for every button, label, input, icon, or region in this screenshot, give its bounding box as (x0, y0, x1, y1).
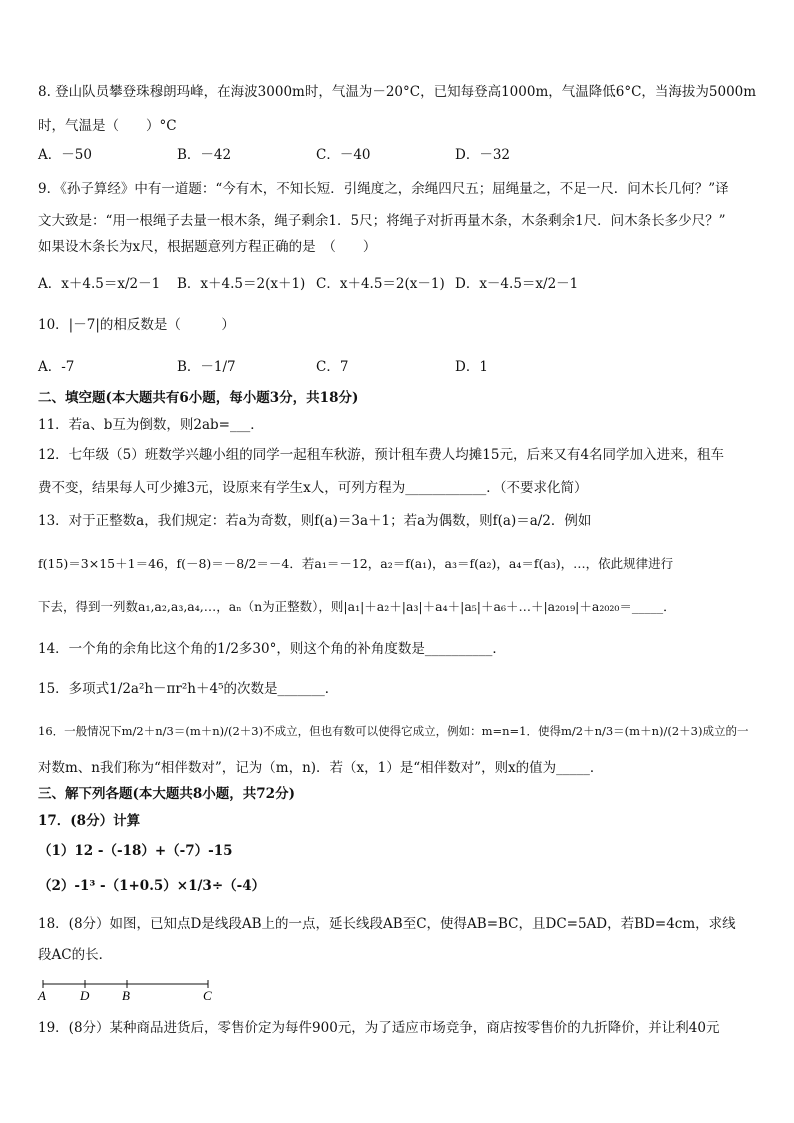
q13-line-3: 下去，得到一列数a₁,a₂,a₃,a₄,…，aₙ（n为正整数），则|a₁|＋a₂＋|a₃|＋a₄＋|a₅|＋a₆＋…＋|a₂₀₁₉|＋a₂₀₂₀＝_____． (38, 599, 676, 614)
q10-option-a: A．-7 (38, 359, 75, 375)
q8-option-c: C．－40 (316, 147, 371, 163)
q9-line-2: 文大致是：“用一根绳子去量一根木条，绳子剩余1．5尺；将绳子对折再量木条，木条剩余1尺．问木条长多少尺？” (38, 213, 726, 229)
q8-option-b: B．－42 (177, 147, 232, 163)
q8-line-1: 8. 登山队员攀登珠穆朗玛峰，在海波3000m时，气温为－20°C，已知每登高1000m，气温降低6°C，当海拔为5000m (38, 84, 757, 100)
segment-figure (30, 976, 230, 1006)
q10-line-1: 10．|－7|的相反数是（ ） (38, 317, 235, 333)
label-b: B (122, 988, 130, 1003)
q12-line-2: 费不变，结果每人可少摊3元，设原来有学生x人，可列方程为____________．（不要求化简） (38, 480, 588, 496)
q13-line-2: f(15)＝3×15＋1＝46，f(－8)＝－8/2＝－4．若a₁＝－12，a₂＝f(a₁)，a₃＝f(a₂)，a₄＝f(a₃)，…，依此规律进行 (38, 556, 674, 571)
q9-option-c: C．x＋4.5＝2(x－1) (316, 276, 445, 292)
q9-option-d: D．x－4.5＝x/2－1 (455, 276, 579, 292)
section-2-heading: 二、填空题(本大题共有6小题，每小题3分，共18分) (38, 390, 359, 406)
q10-option-c: C．7 (316, 359, 349, 375)
q8-option-a: A．－50 (38, 147, 92, 163)
q17-line: 17．(8分）计算 (38, 813, 141, 829)
q15-line: 15．多项式1/2a²h－πr²h＋4⁵的次数是_______． (38, 681, 339, 697)
q18-line-2: 段AC的长． (38, 947, 113, 963)
q9-line-3: 如果设木条长为x尺，根据题意列方程正确的是 （ ） (38, 239, 377, 255)
q11-line: 11．若a、b互为倒数，则2ab=___． (38, 417, 264, 433)
q14-line: 14．一个角的余角比这个角的1/2多30°，则这个角的补角度数是__________． (38, 641, 506, 657)
q19-line-1: 19．(8分）某种商品进货后，零售价定为每件900元，为了适应市场竞争，商店按零售价的九折降价，并让利40元 (38, 1020, 720, 1036)
q16-line-2: 对数m、n我们称为“相伴数对”，记为（m，n)．若（x，1）是“相伴数对”，则x的值为_____． (38, 760, 604, 776)
q16-line-1: 16．一般情况下m/2＋n/3＝(m＋n)/(2＋3)不成立，但也有数可以使得它成立，例如：m=n=1．使得m/2＋n/3＝(m＋n)/(2＋3)成立的一 (38, 724, 749, 738)
q9-option-b: B．x＋4.5＝2(x＋1) (177, 276, 306, 292)
q18-line-1: 18．(8分）如图，已知点D是线段AB上的一点，延长线段AB至C，使得AB=BC，且DC=5AD，若BD=4cm，求线 (38, 916, 736, 932)
section-3-heading: 三、解下列各题(本大题共8小题，共72分) (38, 786, 295, 802)
q8-line-2: 时，气温是（ ）°C (38, 118, 177, 134)
q12-line-1: 12．七年级（5）班数学兴趣小组的同学一起租车秋游，预计租车费人均摊15元，后来又有4名同学加入进来，租车 (38, 447, 725, 463)
q9-option-a: A．x＋4.5＝x/2－1 (38, 276, 161, 292)
label-d: D (80, 988, 90, 1003)
label-c: C (203, 988, 212, 1003)
q10-option-b: B．－1/7 (177, 359, 236, 375)
q8-option-d: D．－32 (455, 147, 511, 163)
label-a: A (38, 988, 46, 1003)
q17-part-2: （2）-1³ -（1+0.5）×1/3÷（-4） (38, 878, 266, 894)
q10-option-d: D．1 (455, 359, 488, 375)
q13-line-1: 13．对于正整数a，我们规定：若a为奇数，则f(a)＝3a＋1；若a为偶数，则f(a)＝a/2．例如 (38, 513, 592, 529)
q17-part-1: （1）12 -（-18）+（-7）-15 (38, 843, 233, 859)
q9-line-1: 9．《孙子算经》中有一道题：“今有木，不知长短．引绳度之，余绳四尺五；屈绳量之，不足一尺．问木长几何？”译 (38, 181, 729, 197)
